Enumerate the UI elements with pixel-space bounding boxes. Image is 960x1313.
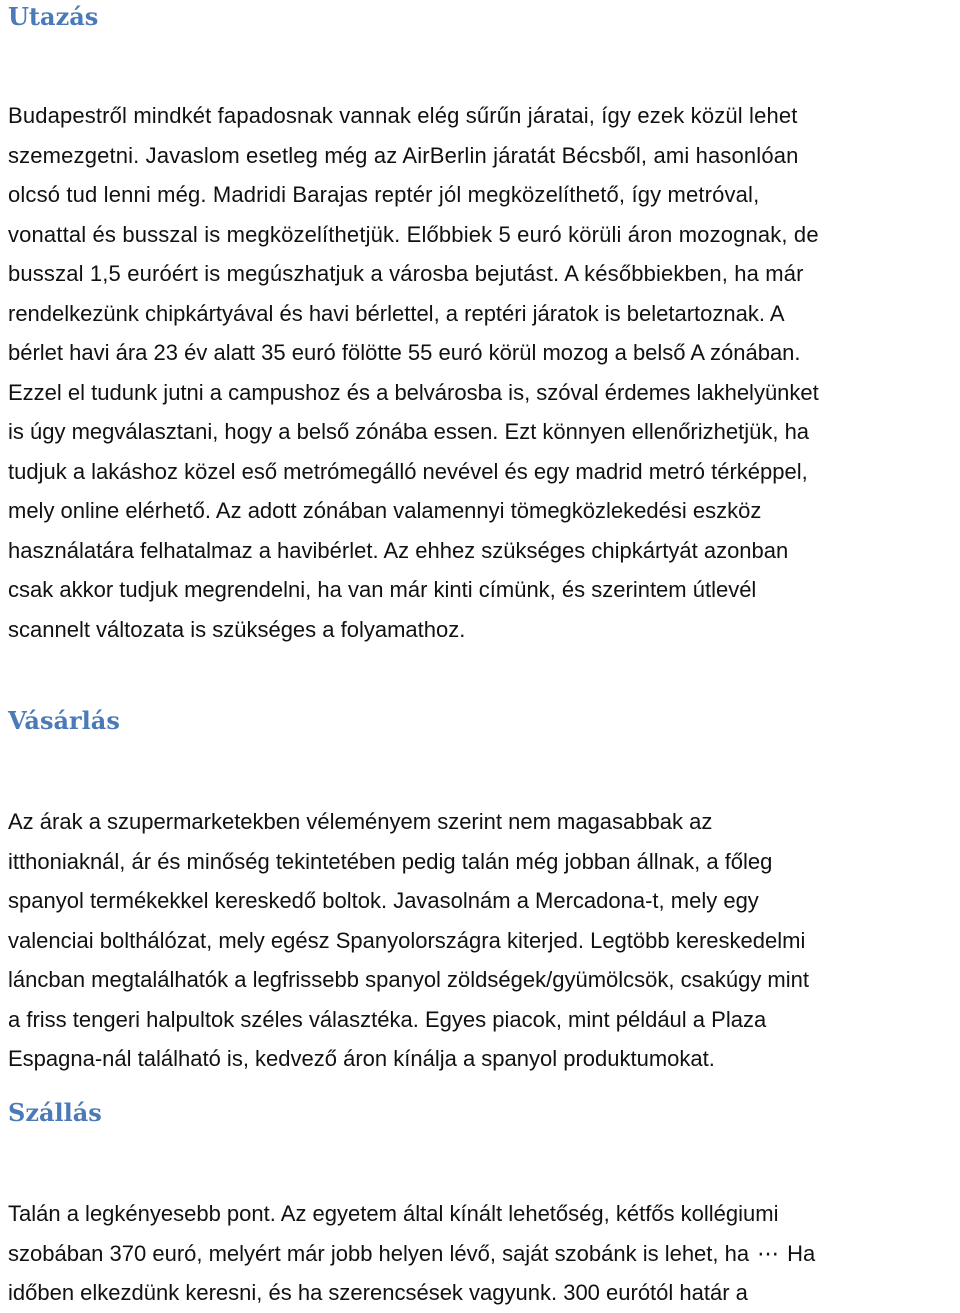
paragraph-line: scannelt változata is szükséges a folyamathoz. — [8, 616, 466, 642]
paragraph-line: a friss tengeri halpultok széles választéka. Egyes piacok, mint például a Plaza — [8, 1006, 767, 1032]
paragraph-line: vonattal és busszal is megközelíthetjük. Előbbiek 5 euró körüli áron mozognak, de — [8, 221, 819, 247]
paragraph-line: Az árak a szupermarketekben véleményem szerint nem magasabbak az — [8, 809, 713, 834]
paragraph-line: rendelkezünk chipkártyával és havi bérlettel, a reptéri járatok is beletartoznak. A — [8, 300, 785, 326]
paragraph-szallas — [8, 1194, 958, 1313]
paragraph-line: spanyol termékekkel kereskedő boltok. Javasolnám a Mercadona-t, mely egy — [8, 888, 759, 913]
paragraph-vasarlas — [8, 802, 958, 1079]
paragraph-line: időben elkezdünk keresni, és ha szerencsések vagyunk. 300 eurótól határ a — [8, 1280, 748, 1305]
paragraph-line: is úgy megválasztani, hogy a belső zónába essen. Ezt könnyen ellenőrizhetjük, ha — [8, 419, 810, 444]
paragraph-line: Budapestről mindkét fapadosnak vannak elég sűrűn járatai, így ezek közül lehet — [8, 103, 798, 128]
paragraph-line: láncban megtalálhatók a legfrissebb spanyol zöldségek/gyümölcsök, csakúgy mint — [8, 967, 809, 992]
paragraph-line: valenciai bolthálózat, mely egész Spanyolországra kiterjed. Legtöbb kereskedelmi — [8, 927, 806, 953]
paragraph-utazas — [8, 96, 958, 649]
paragraph-line: tudjuk a lakáshoz közel eső metrómegálló nevével és egy madrid metró térképpel, — [8, 458, 808, 484]
section-heading-utazas: Utazás — [8, 2, 99, 31]
paragraph-line: bérlet havi ára 23 év alatt 35 euró fölötte 55 euró körül mozog a belső A zónában. — [8, 340, 801, 365]
paragraph-line: Ezzel el tudunk jutni a campushoz és a belvárosba is, szóval érdemes lakhelyünket — [8, 379, 819, 405]
paragraph-line: busszal 1,5 euróért is megúszhatjuk a városba bejutást. A későbbiekben, ha már — [8, 261, 804, 286]
paragraph-line: szemezgetni. Javaslom esetleg még az AirBerlin járatát Bécsből, ami hasonlóan — [8, 142, 799, 168]
paragraph-line: itthoniaknál, ár és minőség tekintetében pedig talán még jobban állnak, a főleg — [8, 848, 773, 874]
section-heading-szallas: Szállás — [8, 1098, 102, 1127]
paragraph-line: mely online elérhető. Az adott zónában valamennyi tömegközlekedési eszköz — [8, 498, 762, 523]
paragraph-line: olcsó tud lenni még. Madridi Barajas reptér jól megközelíthető, így metróval, — [8, 182, 760, 207]
paragraph-line: Espagna-nál található is, kedvező áron kínálja a spanyol produktumokat. — [8, 1046, 715, 1071]
paragraph-line — [8, 1234, 958, 1274]
ellipsis-icon: ⋯ — [757, 1240, 780, 1266]
paragraph-line: használatára felhatalmaz a havibérlet. Az ehhez szükséges chipkártyát azonban — [8, 537, 789, 563]
paragraph-line: csak akkor tudjuk megrendelni, ha van már kinti címünk, és szerintem útlevél — [8, 577, 757, 602]
paragraph-line-tail: Ha — [787, 1240, 816, 1266]
paragraph-line-text: szobában 370 euró, melyért már jobb helyen lévő, saját szobánk is lehet, ha — [8, 1240, 750, 1266]
section-heading-vasarlas: Vásárlás — [8, 706, 120, 735]
paragraph-line: Talán a legkényesebb pont. Az egyetem által kínált lehetőség, kétfős kollégiumi — [8, 1201, 779, 1226]
